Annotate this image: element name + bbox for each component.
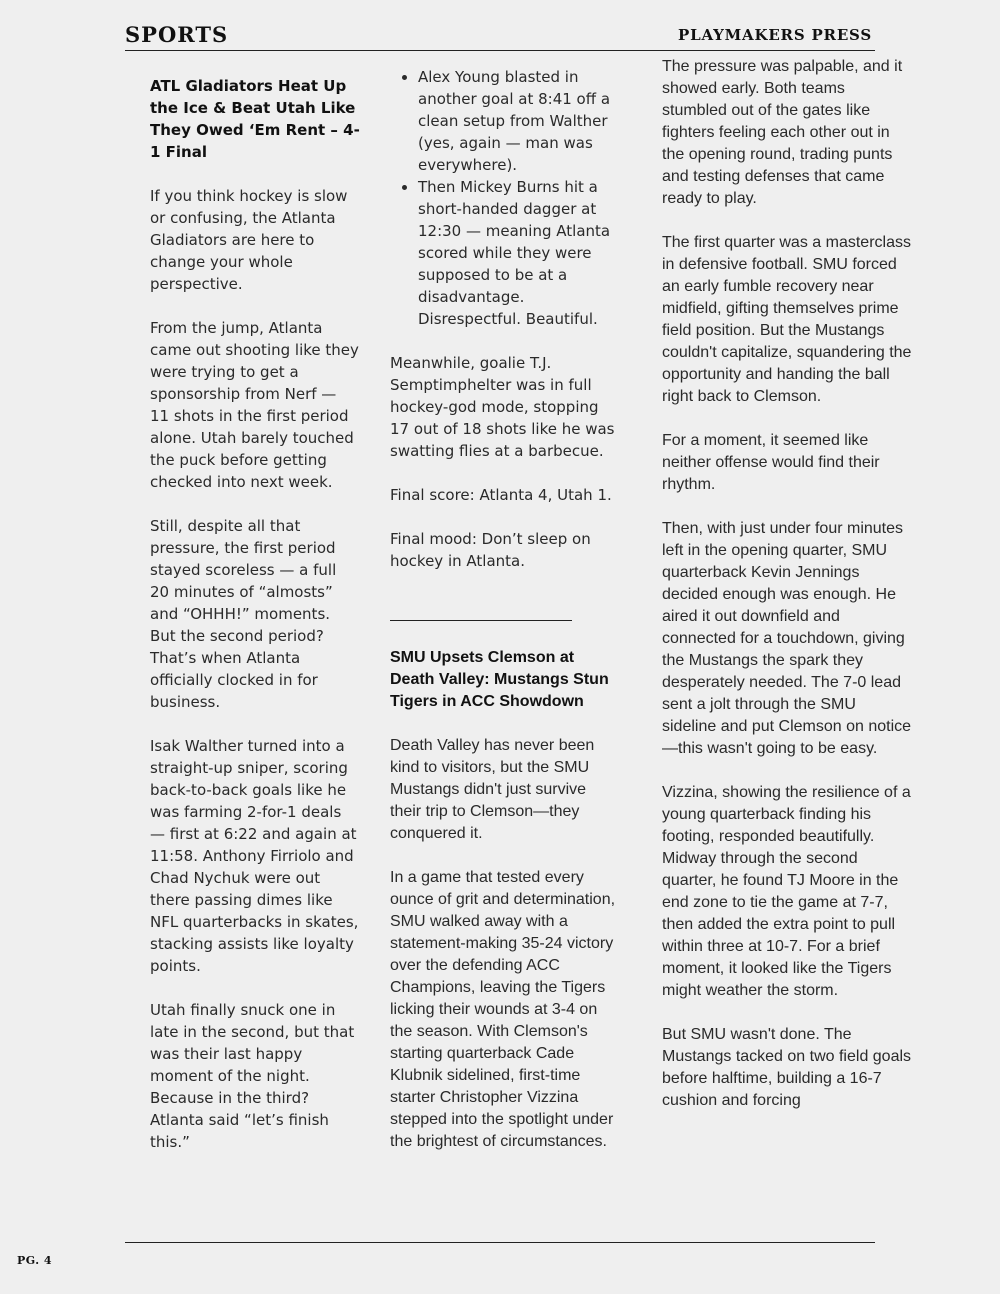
- hockey-headline: ATL Gladiators Heat Up the Ice & Beat Utah Like They Owed ‘Em Rent – 4-1 Final: [150, 77, 360, 161]
- football-paragraph: Then, with just under four minutes left in the opening quarter, SMU quarterback Kevin Jennings decided enough was enough. He aired it out downfield and connected for a touchdown, giving the Mustangs the spark they desperately needed. The 7-0 lead sent a jolt through the SMU sideline and put Clemson on notice—this wasn't going to be easy.: [662, 520, 912, 757]
- football-paragraph: In a game that tested every ounce of grit and determination, SMU walked away with a statement-making 35-24 victory over the defending ACC Champions, leaving the Tigers licking their wounds at 3-4 on the season. With Clemson's starting quarterback Cade Klubnik sidelined, first-time starter Christopher Vizzina stepped into the spotlight under the brightest of circumstances.: [390, 869, 616, 1150]
- hockey-paragraph: Isak Walther turned into a straight-up sniper, scoring back-to-back goals like he was farming 2-for-1 deals — first at 6:22 and again at 11:58. Anthony Firriolo and Chad Nychuk were out there passing dimes like NFL quarterbacks in skates, stacking assists like loyalty points.: [150, 737, 359, 975]
- hockey-final-score: Final score: Atlanta 4, Utah 1.: [390, 486, 612, 504]
- hockey-article-column: [150, 75, 360, 1175]
- hockey-closing-paragraph: Meanwhile, goalie T.J. Semptimphelter was in full hockey-god mode, stopping 17 out of 18 shots like he was swatting flies at a barbecue.: [390, 354, 615, 460]
- section-label: SPORTS: [125, 22, 229, 47]
- hockey-paragraph: Still, despite all that pressure, the first period stayed scoreless — a full 20 minutes of “almosts” and “OHHH!” moments. But the second period? That’s when Atlanta officially clocked in for business.: [150, 517, 337, 711]
- hockey-bullet: • Alex Young blasted in another goal at 8:41 off a clean setup from Walther (yes, again — man was everywhere).: [418, 66, 618, 176]
- football-paragraph: The first quarter was a masterclass in defensive football. SMU forced an early fumble recovery near midfield, gifting themselves prime field position. But the Mustangs couldn't capitalize, squandering the opportunity and handing the ball right back to Clemson.: [662, 234, 912, 405]
- middle-column: [390, 66, 618, 1175]
- football-headline: SMU Upsets Clemson at Death Valley: Mustangs Stun Tigers in ACC Showdown: [390, 649, 609, 710]
- publication-name: PLAYMAKERS PRESS: [678, 26, 872, 44]
- football-paragraph: The pressure was palpable, and it showed early. Both teams stumbled out of the gates like fighters feeling each other out in the opening round, trading punts and testing defenses that came ready to play.: [662, 58, 903, 207]
- hockey-bullet-list: [390, 66, 618, 330]
- football-paragraph: Death Valley has never been kind to visitors, but the SMU Mustangs didn't just survive their trip to Clemson—they conquered it.: [390, 737, 595, 842]
- hockey-bullet: • Then Mickey Burns hit a short-handed dagger at 12:30 — meaning Atlanta scored while they were supposed to be at a disadvantage. Disrespectful. Beautiful.: [418, 176, 618, 330]
- football-continued-column: [662, 56, 912, 1134]
- hockey-paragraph: Utah finally snuck one in late in the second, but that was their last happy moment of the night. Because in the third? Atlanta said “let’s finish this.”: [150, 1001, 355, 1151]
- hockey-paragraph: From the jump, Atlanta came out shooting like they were trying to get a sponsorship from Nerf — 11 shots in the first period alone. Utah barely touched the puck before getting checked into next week.: [150, 319, 359, 491]
- header-rule: [125, 50, 875, 51]
- hockey-final-mood: Final mood: Don’t sleep on hockey in Atlanta.: [390, 530, 591, 570]
- football-paragraph: Vizzina, showing the resilience of a young quarterback finding his footing, responded beautifully. Midway through the second quarter, he found TJ Moore in the end zone to tie the game at 7-7, then added the extra point to pull within three at 10-7. For a brief moment, it looked like the Tigers might weather the storm.: [662, 784, 911, 999]
- football-paragraph: But SMU wasn't done. The Mustangs tacked on two field goals before halftime, building a 16-7 cushion and forcing: [662, 1026, 912, 1109]
- page-number: PG. 4: [17, 1254, 53, 1267]
- football-paragraph: For a moment, it seemed like neither offense would find their rhythm.: [662, 432, 880, 493]
- article-divider: [390, 620, 572, 621]
- hockey-paragraph: If you think hockey is slow or confusing, the Atlanta Gladiators are here to change your whole perspective.: [150, 187, 348, 293]
- footer-rule: [125, 1242, 875, 1243]
